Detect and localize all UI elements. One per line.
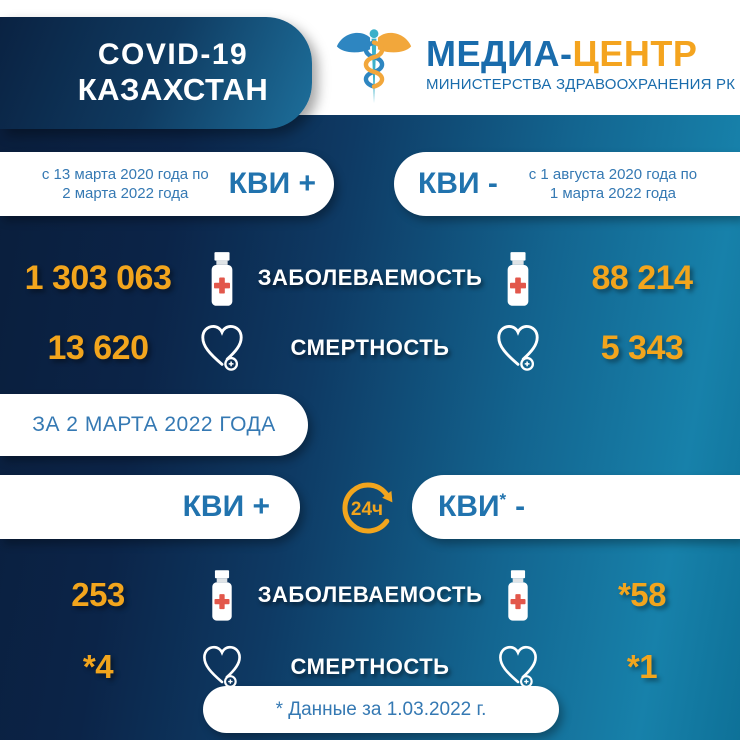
heart-stethoscope-icon xyxy=(494,322,542,374)
daily-mortality-kvi-minus-value: *1 xyxy=(626,648,658,685)
daily-morbidity-kvi-minus-value: *58 xyxy=(617,576,667,613)
cumulative-morbidity-kvi-plus-value: 1 303 063 xyxy=(24,258,172,297)
medicine-bottle-icon xyxy=(207,568,237,622)
mortality-label: СМЕРТНОСТЬ xyxy=(290,335,450,360)
banner-title-line1: COVID-19 xyxy=(97,38,249,71)
kvi-minus-period-pill xyxy=(394,152,740,216)
daily-kvi-plus-pill xyxy=(0,475,300,539)
logo-title-yellow: ЦЕНТР xyxy=(572,33,698,75)
cumulative-mortality-row xyxy=(0,318,740,378)
cumulative-morbidity-kvi-minus-value: 88 214 xyxy=(591,258,693,297)
mortality-label: СМЕРТНОСТЬ xyxy=(290,654,450,679)
medicine-bottle-icon xyxy=(206,250,238,307)
daily-mortality-kvi-plus-value: *4 xyxy=(82,648,114,685)
banner-title-line2: КАЗАХСТАН xyxy=(77,72,269,107)
media-center-logo xyxy=(330,16,735,112)
heart-stethoscope-icon xyxy=(496,643,540,691)
daily-morbidity-row xyxy=(0,564,740,626)
daily-kvi-plus-label: КВИ + xyxy=(182,490,270,523)
medicine-bottle-icon xyxy=(502,250,534,307)
kvi-plus-period: с 13 марта 2020 года по 2 марта 2022 года xyxy=(41,165,209,202)
cumulative-morbidity-row xyxy=(0,244,740,312)
daily-kvi-minus-pill xyxy=(412,475,740,539)
logo-title-blue: МЕДИА- xyxy=(426,33,573,75)
logo-title xyxy=(426,35,735,73)
covid-kazakhstan-banner xyxy=(0,17,312,129)
kvi-minus-label: КВИ - xyxy=(418,167,498,200)
24h-cycle-icon xyxy=(337,477,399,539)
kvi-plus-label: КВИ + xyxy=(228,167,316,200)
24h-label: 24ч xyxy=(350,499,384,520)
asterisk: * xyxy=(499,490,507,509)
morbidity-label: ЗАБОЛЕВАЕМОСТЬ xyxy=(257,265,483,290)
logo-subtitle: МИНИСТЕРСТВА ЗДРАВООХРАНЕНИЯ РК xyxy=(426,75,736,93)
logo-text xyxy=(426,35,735,93)
morbidity-label: ЗАБОЛЕВАЕМОСТЬ xyxy=(257,582,483,607)
daily-date-pill: ЗА 2 МАРТА 2022 ГОДА xyxy=(0,394,308,456)
kvi-minus-period: с 1 августа 2020 года по 1 марта 2022 года xyxy=(528,165,698,202)
daily-morbidity-kvi-plus-value: 253 xyxy=(71,576,125,613)
caduceus-icon xyxy=(330,19,418,109)
kvi-plus-period-pill xyxy=(0,152,334,216)
cumulative-mortality-kvi-minus-value: 5 343 xyxy=(600,328,684,367)
heart-stethoscope-icon xyxy=(198,322,246,374)
cumulative-mortality-kvi-plus-value: 13 620 xyxy=(47,328,149,367)
medicine-bottle-icon xyxy=(503,568,533,622)
footnote-pill: * Данные за 1.03.2022 г. xyxy=(203,686,559,733)
daily-kvi-minus-label: КВИ* - xyxy=(438,490,526,523)
heart-stethoscope-icon xyxy=(200,643,244,691)
